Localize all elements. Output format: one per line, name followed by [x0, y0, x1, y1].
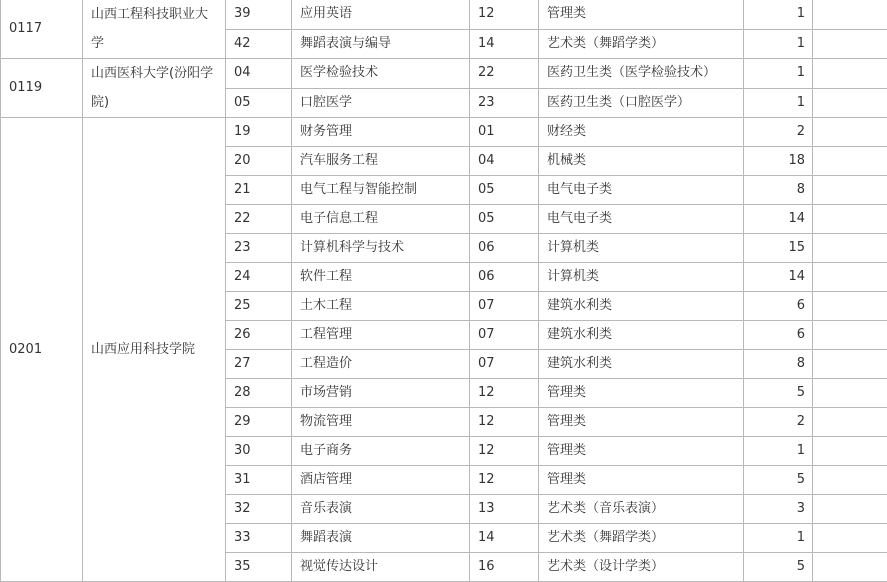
category-name-cell: 管理类 — [539, 408, 744, 437]
major-name-cell: 财务管理 — [292, 118, 470, 147]
plan-count-cell: 15 — [744, 234, 813, 263]
empty-cell — [813, 29, 887, 59]
major-name-cell: 软件工程 — [292, 263, 470, 292]
major-name-cell: 音乐表演 — [292, 495, 470, 524]
category-name-cell: 艺术类（设计学类） — [539, 553, 744, 582]
major-code-cell: 29 — [226, 408, 292, 437]
plan-count-cell: 14 — [744, 205, 813, 234]
category-code-cell: 12 — [470, 466, 539, 495]
category-code-cell: 12 — [470, 408, 539, 437]
plan-count-cell: 5 — [744, 466, 813, 495]
empty-cell — [813, 321, 887, 350]
major-name-cell: 物流管理 — [292, 408, 470, 437]
category-code-cell: 13 — [470, 495, 539, 524]
major-name-cell: 应用英语 — [292, 0, 470, 29]
major-name-cell: 工程管理 — [292, 321, 470, 350]
plan-count-cell: 2 — [744, 118, 813, 147]
major-code-cell: 35 — [226, 553, 292, 582]
category-name-cell: 艺术类（舞蹈学类） — [539, 524, 744, 553]
school-name-cell: 山西工程科技职业大学 — [83, 0, 226, 59]
major-code-cell: 27 — [226, 350, 292, 379]
category-name-cell: 医药卫生类（医学检验技术） — [539, 59, 744, 89]
category-name-cell: 艺术类（舞蹈学类） — [539, 29, 744, 59]
major-name-cell: 视觉传达设计 — [292, 553, 470, 582]
major-name-cell: 酒店管理 — [292, 466, 470, 495]
major-code-cell: 20 — [226, 147, 292, 176]
major-name-cell: 医学检验技术 — [292, 59, 470, 89]
category-code-cell: 12 — [470, 0, 539, 29]
category-name-cell: 财经类 — [539, 118, 744, 147]
category-code-cell: 07 — [470, 350, 539, 379]
major-name-cell: 土木工程 — [292, 292, 470, 321]
major-code-cell: 31 — [226, 466, 292, 495]
school-code-cell: 0117 — [1, 0, 83, 59]
major-name-cell: 舞蹈表演 — [292, 524, 470, 553]
empty-cell — [813, 176, 887, 205]
empty-cell — [813, 0, 887, 29]
empty-cell — [813, 118, 887, 147]
major-name-cell: 电子信息工程 — [292, 205, 470, 234]
major-name-cell: 汽车服务工程 — [292, 147, 470, 176]
major-code-cell: 24 — [226, 263, 292, 292]
major-code-cell: 23 — [226, 234, 292, 263]
category-name-cell: 机械类 — [539, 147, 744, 176]
major-name-cell: 电子商务 — [292, 437, 470, 466]
table-row — [1, 0, 887, 29]
category-code-cell: 07 — [470, 321, 539, 350]
category-code-cell: 05 — [470, 205, 539, 234]
plan-count-cell: 8 — [744, 350, 813, 379]
plan-count-cell: 18 — [744, 147, 813, 176]
school-code-cell: 0201 — [1, 118, 83, 582]
category-name-cell: 建筑水利类 — [539, 321, 744, 350]
empty-cell — [813, 524, 887, 553]
category-code-cell: 01 — [470, 118, 539, 147]
empty-cell — [813, 59, 887, 89]
major-code-cell: 22 — [226, 205, 292, 234]
empty-cell — [813, 408, 887, 437]
empty-cell — [813, 437, 887, 466]
category-name-cell: 计算机类 — [539, 263, 744, 292]
plan-count-cell: 1 — [744, 524, 813, 553]
plan-count-cell: 5 — [744, 379, 813, 408]
table-row — [1, 118, 887, 147]
plan-count-cell: 1 — [744, 59, 813, 89]
category-code-cell: 04 — [470, 147, 539, 176]
major-code-cell: 33 — [226, 524, 292, 553]
category-code-cell: 07 — [470, 292, 539, 321]
table-row — [1, 59, 887, 89]
category-code-cell: 12 — [470, 379, 539, 408]
major-code-cell: 30 — [226, 437, 292, 466]
major-code-cell: 21 — [226, 176, 292, 205]
category-code-cell: 12 — [470, 437, 539, 466]
major-code-cell: 42 — [226, 29, 292, 59]
empty-cell — [813, 466, 887, 495]
major-name-cell: 市场营销 — [292, 379, 470, 408]
major-code-cell: 26 — [226, 321, 292, 350]
empty-cell — [813, 205, 887, 234]
plan-count-cell: 3 — [744, 495, 813, 524]
empty-cell — [813, 495, 887, 524]
plan-count-cell: 1 — [744, 29, 813, 59]
plan-count-cell: 14 — [744, 263, 813, 292]
empty-cell — [813, 263, 887, 292]
category-code-cell: 23 — [470, 88, 539, 118]
category-code-cell: 14 — [470, 29, 539, 59]
empty-cell — [813, 350, 887, 379]
major-code-cell: 25 — [226, 292, 292, 321]
category-name-cell: 管理类 — [539, 0, 744, 29]
category-name-cell: 建筑水利类 — [539, 350, 744, 379]
major-code-cell: 04 — [226, 59, 292, 89]
major-name-cell: 口腔医学 — [292, 88, 470, 118]
plan-count-cell: 5 — [744, 553, 813, 582]
empty-cell — [813, 88, 887, 118]
category-code-cell: 06 — [470, 234, 539, 263]
school-code-cell: 0119 — [1, 59, 83, 118]
major-name-cell: 电气工程与智能控制 — [292, 176, 470, 205]
plan-count-cell: 1 — [744, 0, 813, 29]
category-code-cell: 14 — [470, 524, 539, 553]
category-code-cell: 22 — [470, 59, 539, 89]
empty-cell — [813, 379, 887, 408]
major-code-cell: 19 — [226, 118, 292, 147]
plan-count-cell: 8 — [744, 176, 813, 205]
plan-count-cell: 6 — [744, 321, 813, 350]
table-body — [1, 0, 887, 582]
plan-count-cell: 2 — [744, 408, 813, 437]
empty-cell — [813, 147, 887, 176]
school-name-cell: 山西应用科技学院 — [83, 118, 226, 582]
category-code-cell: 06 — [470, 263, 539, 292]
category-name-cell: 医药卫生类（口腔医学） — [539, 88, 744, 118]
category-name-cell: 建筑水利类 — [539, 292, 744, 321]
major-name-cell: 工程造价 — [292, 350, 470, 379]
category-name-cell: 电气电子类 — [539, 205, 744, 234]
major-name-cell: 舞蹈表演与编导 — [292, 29, 470, 59]
category-name-cell: 管理类 — [539, 466, 744, 495]
plan-count-cell: 6 — [744, 292, 813, 321]
major-code-cell: 28 — [226, 379, 292, 408]
category-name-cell: 管理类 — [539, 437, 744, 466]
category-name-cell: 电气电子类 — [539, 176, 744, 205]
major-code-cell: 39 — [226, 0, 292, 29]
empty-cell — [813, 292, 887, 321]
category-name-cell: 管理类 — [539, 379, 744, 408]
category-name-cell: 艺术类（音乐表演） — [539, 495, 744, 524]
plan-count-cell: 1 — [744, 88, 813, 118]
major-code-cell: 32 — [226, 495, 292, 524]
empty-cell — [813, 553, 887, 582]
major-name-cell: 计算机科学与技术 — [292, 234, 470, 263]
school-name-cell: 山西医科大学(汾阳学院) — [83, 59, 226, 118]
category-code-cell: 16 — [470, 553, 539, 582]
plan-count-cell: 1 — [744, 437, 813, 466]
category-name-cell: 计算机类 — [539, 234, 744, 263]
major-code-cell: 05 — [226, 88, 292, 118]
category-code-cell: 05 — [470, 176, 539, 205]
empty-cell — [813, 234, 887, 263]
